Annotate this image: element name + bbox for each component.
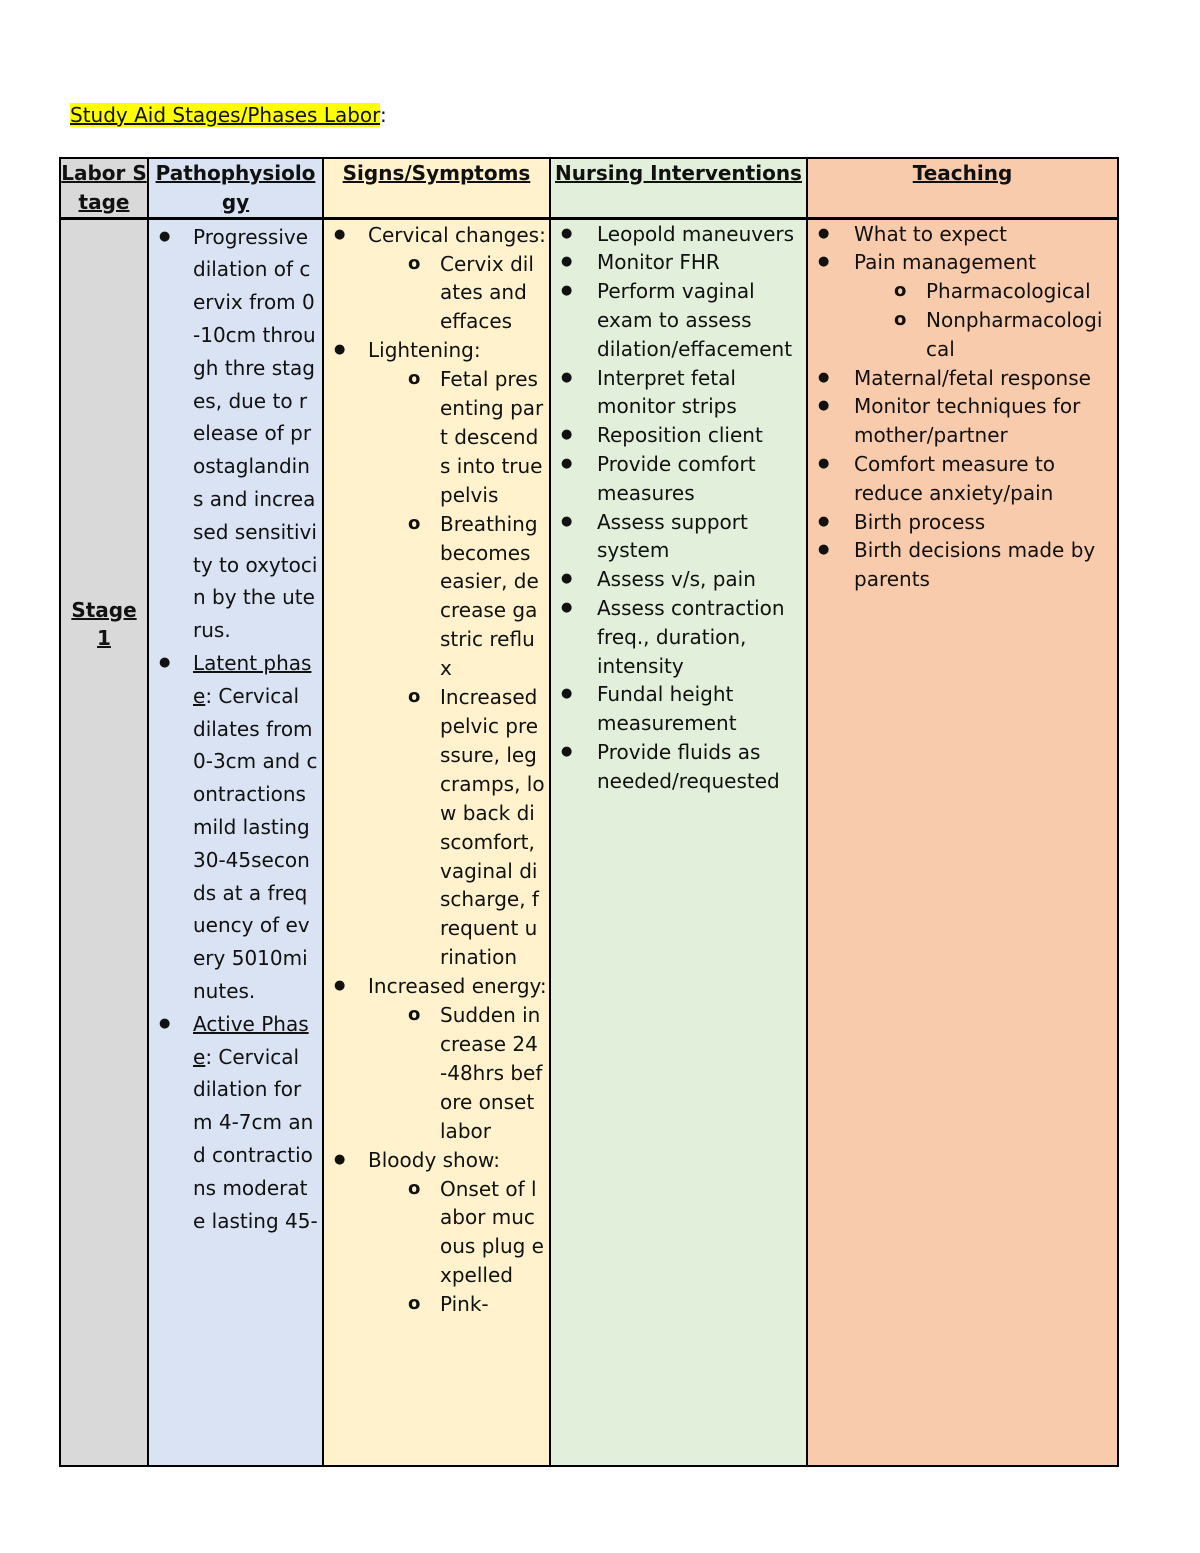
teaching-list [808, 220, 1117, 594]
signs-bloody-show: Bloody show: [368, 1147, 500, 1172]
sub-list [394, 1001, 549, 1146]
sub-list-item: o Nonpharmacological [880, 306, 1111, 364]
sub-list-item: o Cervix dilates and effaces [394, 250, 549, 337]
list-item: ● Comfort measure to reduce anxiety/pain [808, 450, 1117, 508]
list-item: ● Fundal height measurement [551, 680, 806, 738]
signs-lightening: Lightening: [368, 338, 481, 363]
list-item: ● Perform vaginal exam to assess dilation/effacement [551, 277, 806, 363]
list-item: ● Assess support system [551, 508, 806, 566]
list-item [149, 1008, 322, 1238]
sub-list-item: o Pink- [394, 1290, 549, 1319]
stage-cell [60, 218, 148, 1466]
list-item [149, 647, 322, 1008]
stage-label: Stage 1 [71, 597, 137, 650]
signs-list [324, 220, 549, 1319]
sub-list [880, 277, 1111, 363]
list-item [324, 221, 549, 337]
sub-list-item: o Pharmacological [880, 277, 1111, 306]
sub-list [394, 1175, 549, 1320]
latent-phase-text: : Cervical dilates from 0-3cm and contractions mild lasting 30-45seconds at a frequency of every 5010minutes. [193, 683, 318, 1003]
active-phase-label: Active Phase [193, 1011, 309, 1069]
list-item: ● Birth decisions made by parents [808, 536, 1117, 594]
document-title [70, 102, 387, 128]
list-item: ● Assess contraction freq., duration, intensity [551, 594, 806, 680]
active-phase-text: : Cervical dilation form 4-7cm and contractions moderate lasting 45- [193, 1044, 318, 1233]
nursing-interventions-cell [550, 218, 807, 1466]
latent-phase-label: Latent phase [193, 650, 312, 708]
nursing-list [551, 220, 806, 796]
list-item [324, 972, 549, 1145]
teaching-cell [807, 218, 1118, 1466]
header-signs-symptoms: Signs/Symptoms [323, 158, 550, 218]
table-row-stage-1 [60, 218, 1118, 1466]
header-pathophysiology: Pathophysiology [148, 158, 323, 218]
list-item [808, 248, 1117, 363]
sub-list [394, 250, 549, 337]
list-item: ● Provide comfort measures [551, 450, 806, 508]
pathophysiology-intro: Progressive dilation of cervix from 0-10cm through thre stages, due to release of prostaglandins and increased sensitivity to oxytocin by the uterus. [193, 224, 318, 643]
list-item: ● Leopold maneuvers [551, 220, 806, 249]
header-teaching: Teaching [807, 158, 1118, 218]
header-labor-stage: Labor Stage [60, 158, 148, 218]
list-item: ● Interpret fetal monitor strips [551, 364, 806, 422]
signs-energy: Increased energy: [368, 974, 547, 999]
table-header-row [60, 158, 1118, 218]
list-item: ● Assess v/s, pain [551, 565, 806, 594]
list-item: ● Provide fluids as needed/requested [551, 738, 806, 796]
labor-stages-table [59, 157, 1119, 1467]
title-colon: : [380, 103, 387, 127]
list-item [149, 221, 322, 647]
sub-list [394, 365, 549, 972]
sub-list-item: o Breathing becomes easier, decrease gastric reflux [394, 510, 549, 683]
list-item: ● Reposition client [551, 421, 806, 450]
list-item: ● Birth process [808, 508, 1117, 537]
title-highlight: Study Aid Stages/Phases Labor [70, 103, 381, 127]
list-item: ● What to expect [808, 220, 1117, 249]
list-item: ● Monitor FHR [551, 248, 806, 277]
sub-list-item: o Fetal presenting part descends into true pelvis [394, 365, 549, 510]
sub-list-item: o Increased pelvic pressure, leg cramps, low back discomfort, vaginal discharge, frequent urination [394, 683, 549, 972]
signs-symptoms-cell [323, 218, 550, 1466]
signs-cervical: Cervical changes: [368, 222, 546, 247]
pathophysiology-cell [148, 218, 323, 1466]
header-nursing-interventions: Nursing Interventions [550, 158, 807, 218]
list-item: ● Maternal/fetal response [808, 364, 1117, 393]
sub-list-item: o Sudden increase 24-48hrs before onset labor [394, 1001, 549, 1146]
pathophysiology-list [149, 220, 322, 1238]
sub-list-item: o Onset of labor mucous plug expelled [394, 1175, 549, 1291]
list-item [324, 1146, 549, 1319]
list-item: ● Monitor techniques for mother/partner [808, 392, 1117, 450]
list-item [324, 336, 549, 972]
teaching-pain: Pain management [854, 250, 1036, 275]
